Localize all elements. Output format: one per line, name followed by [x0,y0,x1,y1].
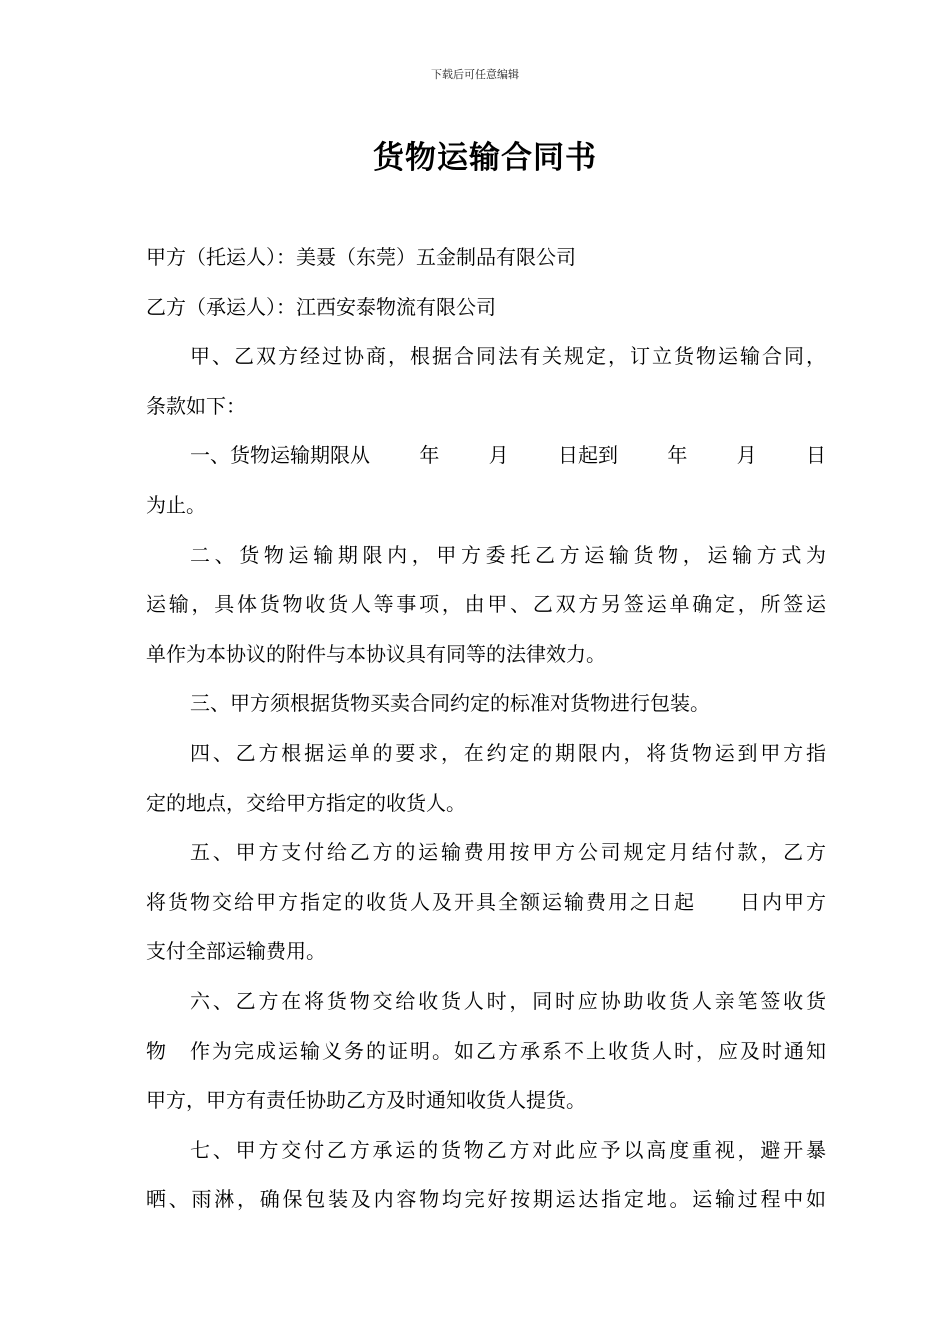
document-title: 货物运输合同书 [373,140,597,176]
clause-1-year-end: 年 [667,443,688,468]
intro-line-1: 甲、乙双方经过协商，根据合同法有关规定，订立货物运输合同， [190,344,826,369]
clause-1-month-end: 月 [736,443,757,468]
party-b-line: 乙方（承运人）：江西安泰物流有限公司 [146,294,496,319]
clause-2-line-1: 二、货物运输期限内，甲方委托乙方运输货物，运输方式为 [190,542,826,567]
intro-line-2: 条款如下： [146,393,246,418]
document-body [146,233,826,1225]
clause-6-line-1: 六、乙方在将货物交给收货人时，同时应协助收货人亲笔签收货 [190,988,826,1013]
clause-4-line-2: 定的地点，交给甲方指定的收货人。 [146,790,466,815]
clause-1-month-start: 月 [488,443,509,468]
clause-1-year-start: 年 [419,443,440,468]
party-a-line: 甲方（托运人）：美聂（东莞）五金制品有限公司 [146,245,576,269]
clause-4-line-1: 四、乙方根据运单的要求，在约定的期限内，将货物运到甲方指 [190,740,826,765]
header-note: 下载后可任意编辑 [431,68,519,81]
clause-5-line-2: 将货物交给甲方指定的收货人及开具全额运输费用之日起 日内甲方 [146,889,826,914]
clause-2-line-3: 单作为本协议的附件与本协议具有同等的法律效力。 [146,641,606,666]
clause-6-line-2: 物 作为完成运输义务的证明。如乙方承系不上收货人时，应及时通知 [146,1038,826,1063]
clause-5-line-1: 五、甲方支付给乙方的运输费用按甲方公司规定月结付款，乙方 [190,840,826,865]
clause-7-line-2: 晒、雨淋，确保包装及内容物均完好按期运达指定地。运输过程中如 [146,1187,826,1212]
clause-7-line-1: 七、甲方交付乙方承运的货物乙方对此应予以高度重视，避开暴 [190,1137,826,1162]
clause-1-prefix: 一、货物运输期限从 [190,443,370,468]
clause-1-day-start: 日起到 [557,443,618,468]
clause-2-line-2: 运输，具体货物收货人等事项，由甲、乙双方另签运单确定，所签运 [146,592,826,617]
clause-1-day-end: 日 [805,443,826,468]
clause-5-line-3: 支付全部运输费用。 [146,939,326,964]
clause-3-line-1: 三、甲方须根据货物买卖合同约定的标准对货物进行包装。 [190,691,710,716]
clause-6-line-3: 甲方，甲方有责任协助乙方及时通知收货人提货。 [146,1088,586,1113]
clause-1-line-1 [146,431,826,481]
clause-1-line-2: 为止。 [146,492,206,517]
